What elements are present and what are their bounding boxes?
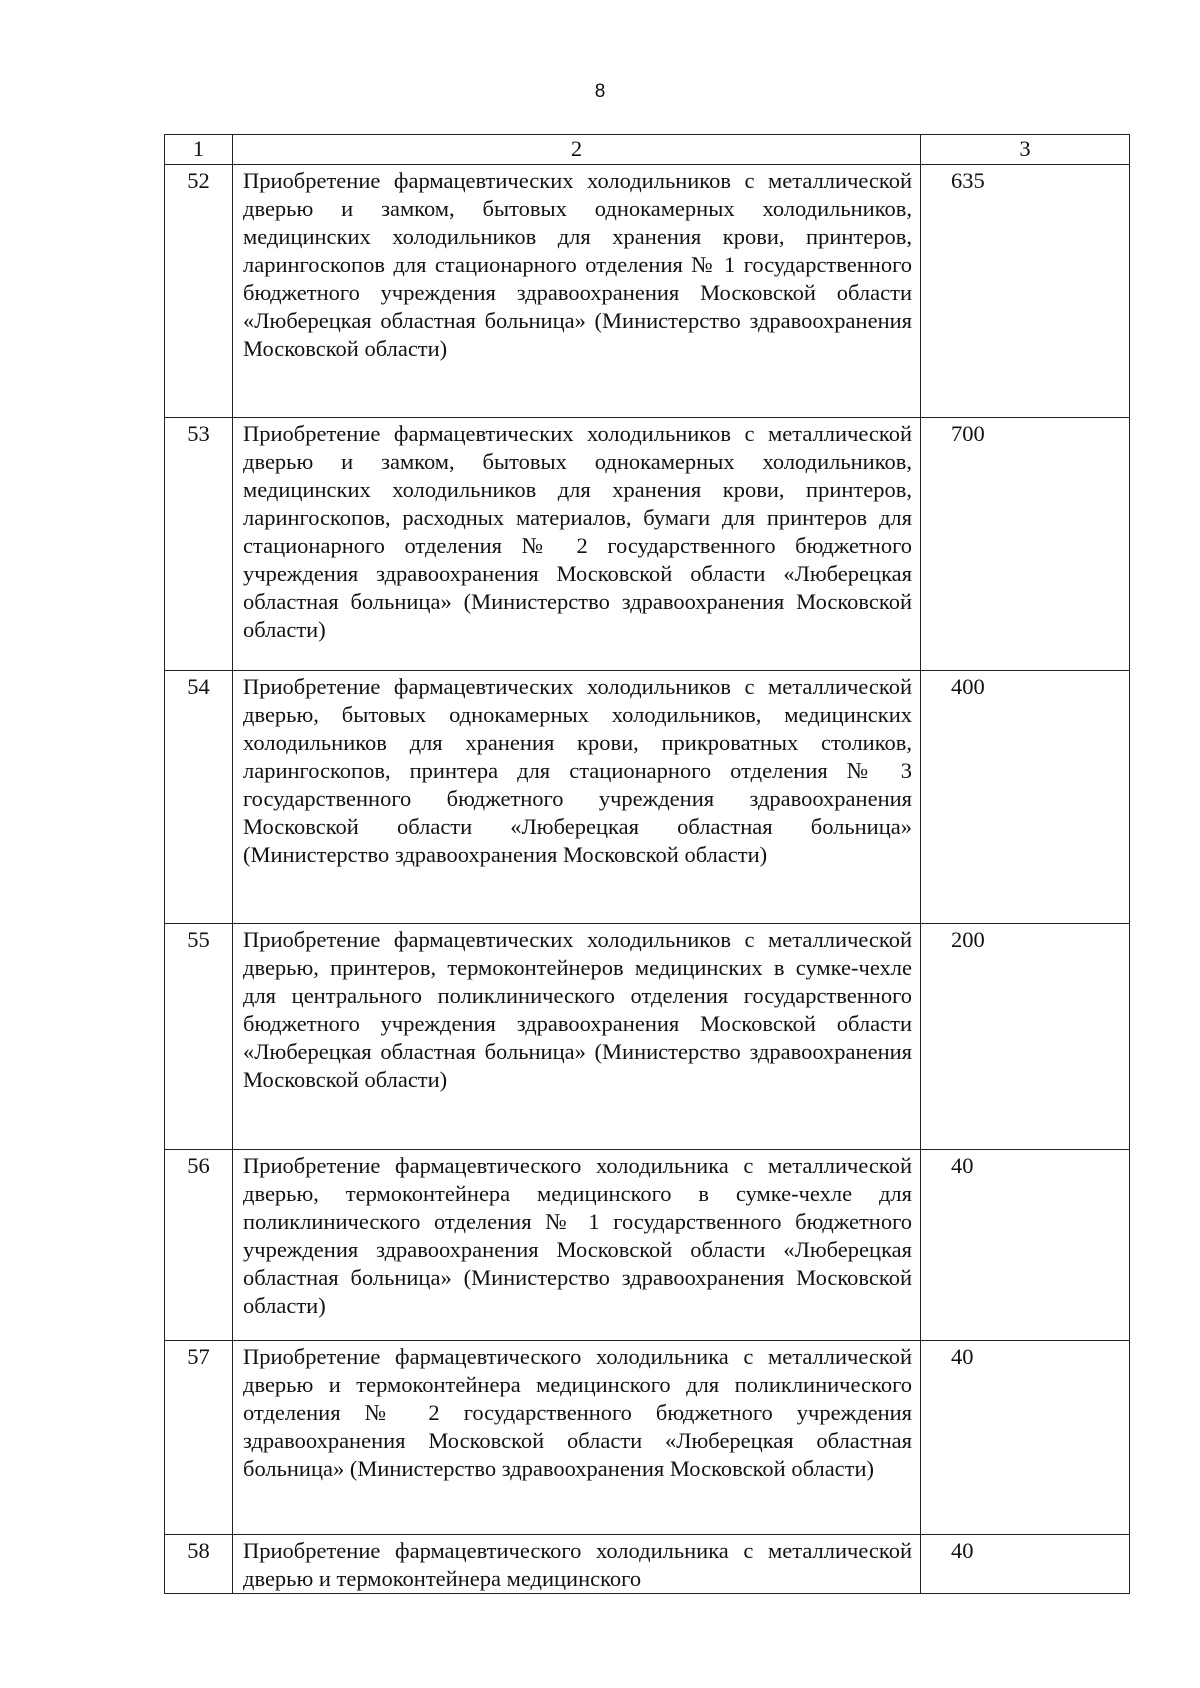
table-row [165, 418, 1130, 671]
row-number: 55 [165, 924, 233, 1150]
table-row [165, 165, 1130, 418]
row-number: 54 [165, 671, 233, 924]
row-description: Приобретение фармацевтических холодильников с металлической дверью, бытовых однокамерных холодильников, медицинских холодильников для хранения крови, прикроватных столиков, ларингоскопов, принтера для стационарного отделения № 3 государственного бюджетного учреждения здравоохранения Московской области «Люберецкая областная больница» (Министерство здравоохранения Московской области) [233, 671, 921, 924]
row-description: Приобретение фармацевтических холодильников с металлической дверью, принтеров, термоконтейнеров медицинских в сумке-чехле для центрального поликлинического отделения государственного бюджетного учреждения здравоохранения Московской области «Люберецкая областная больница» (Министерство здравоохранения Московской области) [233, 924, 921, 1150]
table-header-row [165, 135, 1130, 165]
table-row [165, 1150, 1130, 1341]
header-col-1: 1 [165, 135, 233, 165]
row-number: 56 [165, 1150, 233, 1341]
row-description: Приобретение фармацевтического холодильника с металлической дверью и термоконтейнера медицинского [233, 1535, 921, 1594]
row-description: Приобретение фармацевтического холодильника с металлической дверью, термоконтейнера медицинского в сумке-чехле для поликлинического отделения № 1 государственного бюджетного учреждения здравоохранения Московской области «Люберецкая областная больница» (Министерство здравоохранения Московской области) [233, 1150, 921, 1341]
row-description: Приобретение фармацевтических холодильников с металлической дверью и замком, бытовых однокамерных холодильников, медицинских холодильников для хранения крови, принтеров, ларингоскопов для стационарного отделения № 1 государственного бюджетного учреждения здравоохранения Московской области «Люберецкая областная больница» (Министерство здравоохранения Московской области) [233, 165, 921, 418]
header-col-2: 2 [233, 135, 921, 165]
row-description: Приобретение фармацевтических холодильников с металлической дверью и замком, бытовых однокамерных холодильников, медицинских холодильников для хранения крови, принтеров, ларингоскопов, расходных материалов, бумаги для принтеров для стационарного отделения № 2 государственного бюджетного учреждения здравоохранения Московской области «Люберецкая областная больница» (Министерство здравоохранения Московской области) [233, 418, 921, 671]
row-number: 53 [165, 418, 233, 671]
row-amount: 40 [921, 1150, 1130, 1341]
row-amount: 635 [921, 165, 1130, 418]
row-amount: 40 [921, 1341, 1130, 1535]
table-row [165, 671, 1130, 924]
page-number: 8 [594, 81, 606, 102]
table-row [165, 1535, 1130, 1594]
row-number: 58 [165, 1535, 233, 1594]
row-amount: 700 [921, 418, 1130, 671]
row-amount: 200 [921, 924, 1130, 1150]
row-amount: 400 [921, 671, 1130, 924]
table-row [165, 924, 1130, 1150]
table-row [165, 1341, 1130, 1535]
row-number: 57 [165, 1341, 233, 1535]
row-number: 52 [165, 165, 233, 418]
header-col-3: 3 [921, 135, 1130, 165]
expenditure-table [164, 134, 1130, 1594]
row-description: Приобретение фармацевтического холодильника с металлической дверью и термоконтейнера медицинского для поликлинического отделения № 2 государственного бюджетного учреждения здравоохранения Московской области «Люберецкая областная больница» (Министерство здравоохранения Московской области) [233, 1341, 921, 1535]
row-amount: 40 [921, 1535, 1130, 1594]
